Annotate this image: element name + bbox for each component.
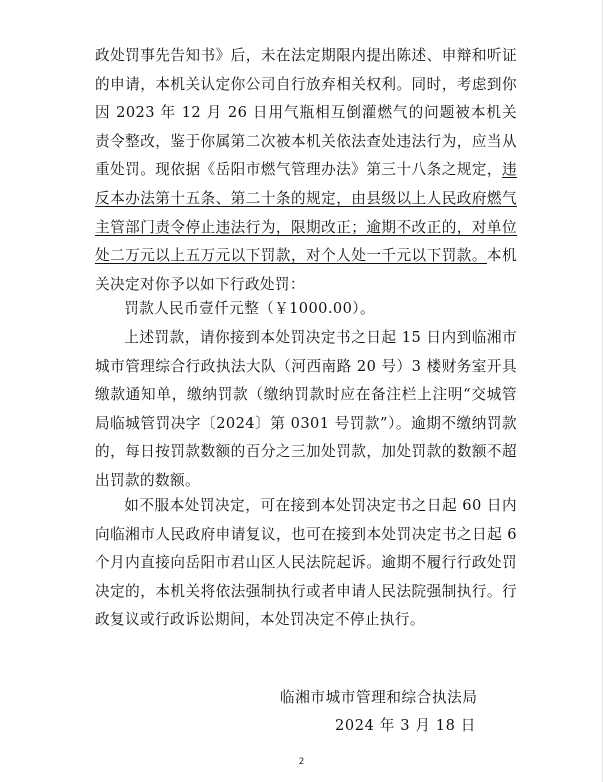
payment-instructions-paragraph: 上述罚款，请你接到本处罚决定书之日起 15 日内到临湘市城市管理综合行政执法大队（河西南路 20 号）3 楼财务室开具缴款通知单，缴纳罚款（缴纳罚款时应在备注栏上注明“交城管局临城管罚决字〔2024〕第 0301 号罚款”）。逾期不缴纳罚款的，每日按罚款数额的百分之三加处罚款，加处罚款的数额不超出罚款的数额。 [95,329,517,489]
basis-text-start: 政处罚事先告知书》后，未在法定期限内提出陈述、申辩和听证的申请，本机关认定你公司自行放弃相关权利。同时，考虑到你因 2023 年 12 月 26 日用气瓶相互倒灌燃气的问题被本机关责令整改，鉴于你属第二次被本机关依法查处违法行为，应当从重处罚。现依据《岳阳市燃气管理办法》第三十八条之规定， [95,47,517,179]
appeal-rights-paragraph: 如不服本处罚决定，可在接到本处罚决定书之日起 60 日内向临湘市人民政府申请复议，也可在接到本处罚决定书之日起 6 个月内直接向岳阳市君山区人民法院起诉。逾期不履行行政处罚决定的，本机关将依法强制执行或者申请人民法院强制执行。行政复议或行政诉讼期间，本处罚决定不停止执行。 [95,497,517,629]
issuing-organization: 临湘市城市管理和综合执法局 [280,689,478,706]
penalty-basis-paragraph [95,42,517,299]
fine-amount-paragraph: 罚款人民币壹仟元整（￥1000.00）。 [124,300,375,317]
page-number: 2 [298,757,305,767]
basis-text-end: 本机关决定对你予以如下行政处罚： [95,247,517,293]
underlined-legal-clause: 违反本办法第十五条、第二十条的规定，由县级以上人民政府燃气主管部门责令停止违法行为，限期改正；逾期不改正的，对单位处二万元以上五万元以下罚款，对个人处一千元以下罚款。 [95,161,517,265]
issue-date: 2024 年 3 月 18 日 [335,717,476,734]
